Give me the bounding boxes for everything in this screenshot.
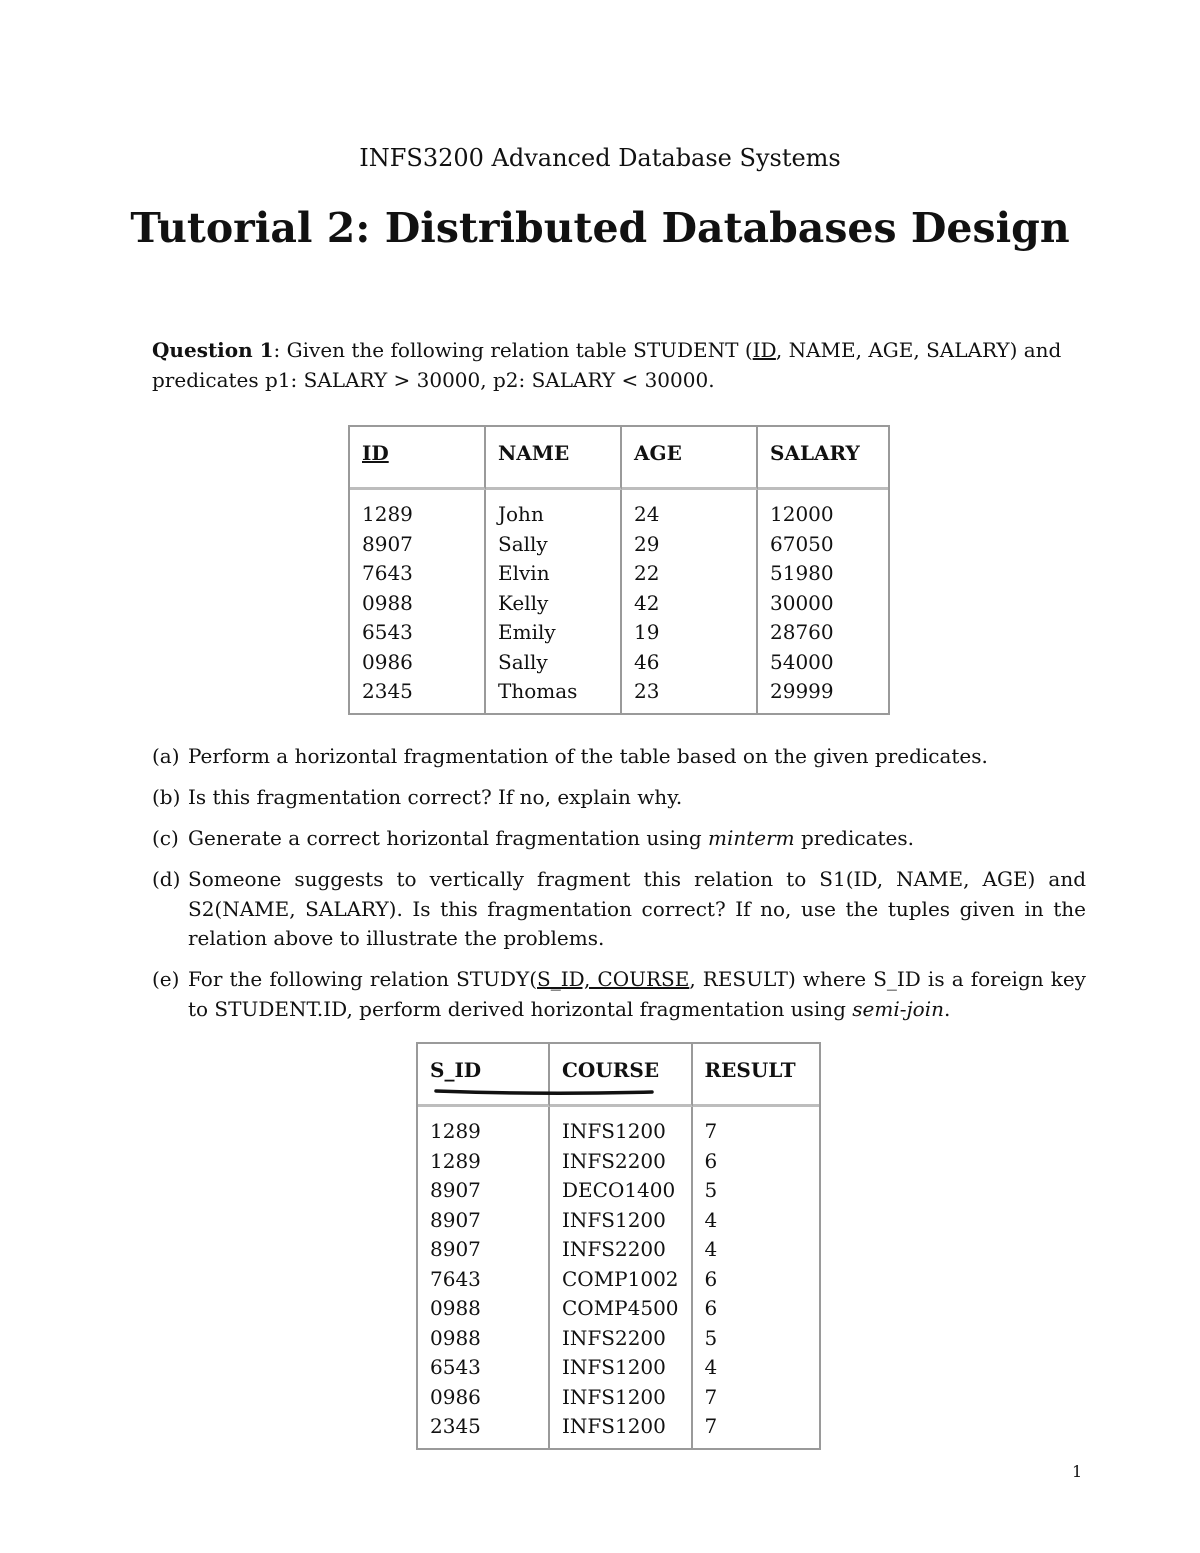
- table-cell: 19: [634, 620, 660, 644]
- table-cell: INFS1200: [562, 1384, 666, 1409]
- study-table: [416, 1042, 821, 1450]
- table-cell: 0988: [362, 590, 413, 615]
- table-cell: 7643: [430, 1266, 481, 1291]
- study-header-course: COURSE: [550, 1044, 693, 1107]
- table-cell: 6543: [430, 1355, 481, 1379]
- subquestion-b-label: (b): [152, 785, 181, 809]
- student-table: [348, 425, 890, 715]
- table-cell: INFS1200: [562, 1119, 666, 1143]
- subquestion-e-label: (e): [152, 967, 180, 991]
- subquestion-e-pre: For the following relation STUDY(: [188, 967, 538, 991]
- student-header-row: [350, 427, 888, 490]
- student-header-age: AGE: [622, 427, 758, 490]
- study-col-course: [550, 1107, 693, 1448]
- table-cell: Sally: [498, 649, 548, 674]
- table-cell: 0986: [362, 649, 413, 674]
- subquestion-e-text: [188, 965, 1086, 1024]
- table-cell: 7: [704, 1384, 718, 1409]
- table-cell: INFS1200: [562, 1207, 666, 1232]
- table-cell: 67050: [770, 531, 834, 556]
- table-cell: 6: [704, 1148, 718, 1173]
- student-header-name: NAME: [486, 427, 622, 490]
- subquestion-e-em: semi-join: [852, 996, 945, 1021]
- subquestion-b: [152, 783, 1086, 813]
- study-header-row: [418, 1044, 819, 1107]
- table-cell: Sally: [498, 531, 548, 556]
- table-cell: Emily: [498, 620, 556, 644]
- table-cell: 28760: [770, 620, 834, 644]
- table-cell: 12000: [770, 502, 834, 526]
- table-cell: 46: [634, 649, 660, 674]
- table-cell: 8907: [430, 1237, 481, 1261]
- study-header-result: RESULT: [693, 1044, 819, 1107]
- student-col-salary: [758, 490, 888, 713]
- table-cell: COMP1002: [562, 1266, 679, 1291]
- table-cell: 29: [634, 531, 660, 556]
- subquestion-e: [152, 965, 1086, 1024]
- question-1-intro-a: : Given the following relation table STUDENT (: [273, 338, 753, 362]
- table-cell: 6543: [362, 620, 413, 644]
- subquestion-b-text: Is this fragmentation correct? If no, explain why.: [188, 785, 683, 809]
- subquestion-c: [152, 824, 1086, 854]
- table-cell: 0986: [430, 1384, 481, 1409]
- table-cell: INFS2200: [562, 1148, 666, 1173]
- table-cell: 1289: [430, 1148, 481, 1173]
- subquestion-e-post: .: [944, 996, 951, 1021]
- student-col-age: [622, 490, 758, 713]
- table-cell: 8907: [430, 1178, 481, 1202]
- table-cell: 30000: [770, 590, 834, 615]
- table-cell: 4: [704, 1355, 718, 1379]
- table-cell: INFS1200: [562, 1414, 666, 1438]
- subquestion-c-label: (c): [152, 826, 179, 850]
- key-underline-stroke: [434, 1088, 654, 1096]
- table-cell: 8907: [362, 531, 413, 556]
- subquestion-c-pre: Generate a correct horizontal fragmentation using: [188, 826, 708, 850]
- table-cell: 1289: [362, 502, 413, 526]
- table-cell: 2345: [362, 679, 413, 703]
- table-cell: 42: [634, 590, 660, 615]
- table-cell: 0988: [430, 1296, 481, 1320]
- table-cell: 6: [704, 1266, 718, 1291]
- subquestions: [152, 742, 1086, 1036]
- question-1-label: Question 1: [152, 338, 274, 362]
- student-header-salary: SALARY: [758, 427, 888, 490]
- page-number: 1: [1072, 1462, 1083, 1481]
- student-header-id: ID: [350, 427, 486, 490]
- subquestion-e-mid: , RESULT) where S_ID is a foreign key to STUDENT.ID, perform derived horizontal fragmentation using: [188, 967, 1086, 1021]
- table-cell: Elvin: [498, 561, 550, 585]
- question-1-intro-b: , NAME, AGE, SALARY) and predicates p1: SALARY > 30000, p2: SALARY < 30000.: [152, 338, 1062, 392]
- study-header-sid: S_ID: [418, 1044, 550, 1107]
- student-col-name: [486, 490, 622, 713]
- table-cell: 0988: [430, 1325, 481, 1350]
- table-cell: Kelly: [498, 590, 549, 615]
- table-cell: 23: [634, 679, 660, 703]
- table-cell: 2345: [430, 1414, 481, 1438]
- page-title: Tutorial 2: Distributed Databases Design: [130, 204, 1070, 252]
- table-cell: 1289: [430, 1119, 481, 1143]
- subquestion-a-text: Perform a horizontal fragmentation of the table based on the given predicates.: [188, 744, 988, 768]
- subquestion-a-label: (a): [152, 744, 180, 768]
- subquestion-c-post: predicates.: [794, 826, 915, 850]
- subquestion-c-text: [188, 824, 1086, 854]
- table-cell: 7: [704, 1119, 718, 1143]
- subquestion-d-text: Someone suggests to vertically fragment this relation to S1(ID, NAME, AGE) and S2(NAME, SALARY). Is this fragmentation correct? If no, use the tuples given in the relation above to illustrate the problems.: [188, 867, 1086, 950]
- table-cell: John: [498, 502, 544, 526]
- subquestion-d-label: (d): [152, 867, 181, 891]
- table-cell: 4: [704, 1207, 718, 1232]
- study-col-result: [693, 1107, 819, 1448]
- subquestion-d: [152, 865, 1086, 954]
- study-body-row: [418, 1107, 819, 1448]
- table-cell: 22: [634, 561, 660, 585]
- table-cell: 7: [704, 1414, 718, 1438]
- table-cell: Thomas: [498, 679, 578, 703]
- table-cell: 7643: [362, 561, 413, 585]
- table-cell: 29999: [770, 679, 834, 703]
- table-cell: 5: [704, 1325, 718, 1350]
- table-cell: INFS1200: [562, 1355, 666, 1379]
- table-cell: 6: [704, 1296, 718, 1320]
- course-title: INFS3200 Advanced Database Systems: [359, 144, 841, 172]
- table-cell: 8907: [430, 1207, 481, 1232]
- table-cell: COMP4500: [562, 1296, 679, 1320]
- table-cell: INFS2200: [562, 1237, 666, 1261]
- table-cell: 5: [704, 1178, 718, 1202]
- subquestion-a: [152, 742, 1086, 772]
- primary-key-id: ID: [752, 338, 776, 362]
- question-1-text: [152, 335, 1092, 395]
- table-cell: 4: [704, 1237, 718, 1261]
- table-cell: INFS2200: [562, 1325, 666, 1350]
- table-cell: DECO1400: [562, 1178, 676, 1202]
- subquestion-e-key: S_ID, COURSE: [537, 967, 690, 991]
- student-col-id: [350, 490, 486, 713]
- table-cell: 54000: [770, 649, 834, 674]
- subquestion-c-em: minterm: [708, 826, 795, 850]
- table-cell: 51980: [770, 561, 834, 585]
- student-body-row: [350, 490, 888, 713]
- study-col-sid: [418, 1107, 550, 1448]
- table-cell: 24: [634, 502, 660, 526]
